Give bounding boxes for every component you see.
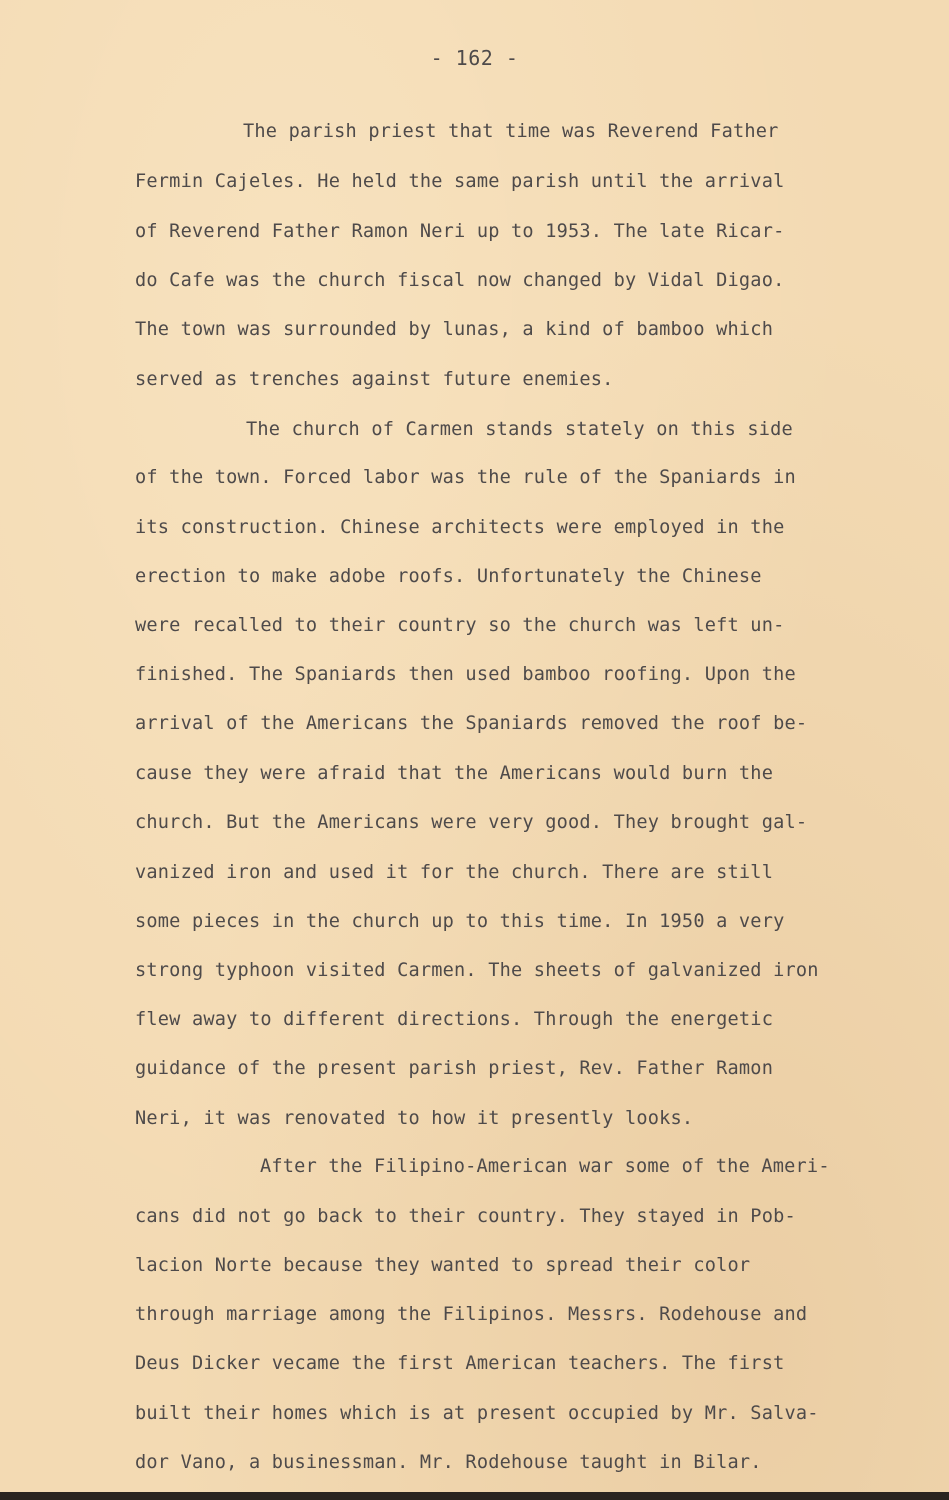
text-line: strong typhoon visited Carmen. The sheets of galvanized iron: [135, 960, 819, 981]
text-line: do Cafe was the church fiscal now changed by Vidal Digao.: [135, 270, 785, 291]
text-line: cause they were afraid that the Americans would burn the: [135, 763, 774, 784]
text-line: of the town. Forced labor was the rule of the Spaniards in: [135, 467, 796, 488]
text-line: Neri, it was renovated to how it presently looks.: [135, 1108, 694, 1129]
text-line: After the Filipino-American war some of the Ameri-: [260, 1156, 830, 1177]
text-line: served as trenches against future enemies.: [135, 369, 614, 390]
text-line: finished. The Spaniards then used bamboo roofing. Upon the: [135, 664, 796, 685]
text-line: guidance of the present parish priest, Rev. Father Ramon: [135, 1058, 774, 1079]
text-line: flew away to different directions. Through the energetic: [135, 1009, 774, 1030]
text-line: were recalled to their country so the church was left un-: [135, 615, 785, 636]
text-line: The town was surrounded by lunas, a kind of bamboo which: [135, 319, 774, 340]
text-line: erection to make adobe roofs. Unfortunately the Chinese: [135, 566, 762, 587]
text-line: of Reverend Father Ramon Neri up to 1953. The late Ricar-: [135, 221, 785, 242]
text-line: church. But the Americans were very good. They brought gal-: [135, 812, 808, 833]
page-number: - 162 -: [430, 46, 519, 70]
text-line: some pieces in the church up to this time. In 1950 a very: [135, 911, 785, 932]
text-line: dor Vano, a businessman. Mr. Rodehouse taught in Bilar.: [135, 1452, 762, 1473]
text-line: cans did not go back to their country. They stayed in Pob-: [135, 1206, 796, 1227]
text-line: through marriage among the Filipinos. Messrs. Rodehouse and: [135, 1304, 808, 1325]
text-line: The church of Carmen stands stately on this side: [246, 419, 793, 440]
text-line: The parish priest that time was Reverend Father: [243, 121, 779, 142]
text-line: its construction. Chinese architects were employed in the: [135, 517, 785, 538]
text-line: Fermin Cajeles. He held the same parish until the arrival: [135, 171, 785, 192]
page-bottom-edge: [0, 1492, 949, 1500]
text-line: arrival of the Americans the Spaniards removed the roof be-: [135, 713, 808, 734]
text-line: built their homes which is at present occupied by Mr. Salva-: [135, 1403, 819, 1424]
text-line: lacion Norte because they wanted to spread their color: [135, 1255, 751, 1276]
text-line: vanized iron and used it for the church. There are still: [135, 862, 774, 883]
text-line: Deus Dicker vecame the first American teachers. The first: [135, 1353, 785, 1374]
